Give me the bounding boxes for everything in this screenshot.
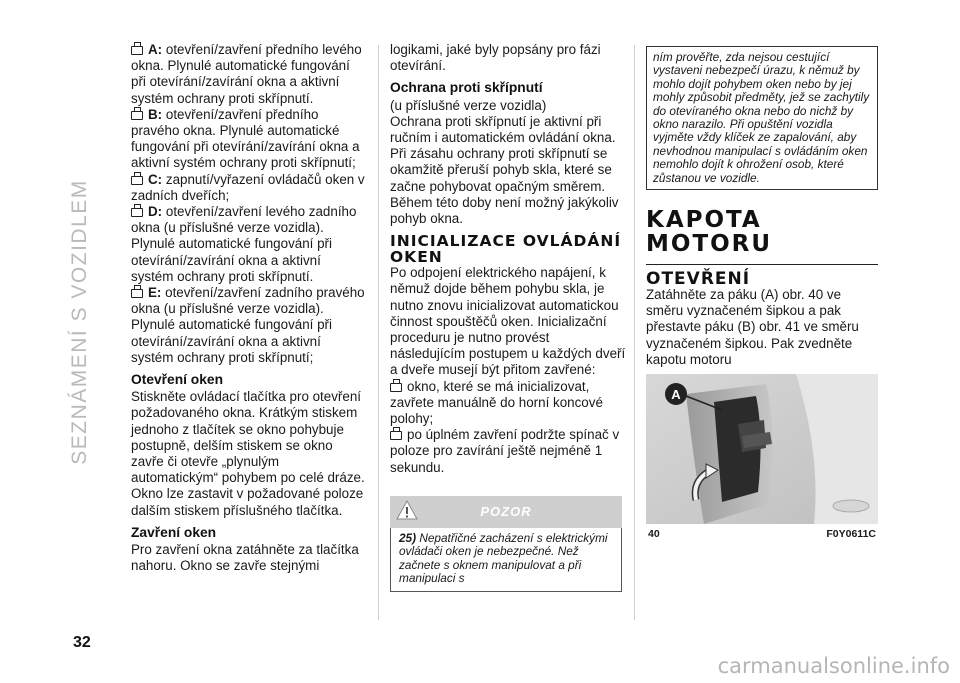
item-label: A: <box>148 42 163 57</box>
column-3 <box>646 46 878 542</box>
item-label: C: <box>148 171 163 187</box>
bullet-icon <box>131 46 143 55</box>
paragraph-window-init: Po odpojení elektrického napájení, k němuž dojde během pohybu skla, je nutno znovu inicializovat automatickou činnost spouštěčů oken. Inicializační proceduru je nutno provést následujícím postupem u každých dveří a dveře musejí být přitom zavřené: <box>390 265 626 378</box>
item-text: otevření/zavření předního levého okna. Plynulé automatické fungování při otevírání/zavírání okna a aktivní systém ochrany proti skřípnutí. <box>131 42 362 106</box>
paragraph-open-windows: Stiskněte ovládací tlačítka pro otevření požadovaného okna. Krátkým stiskem jednoho z tlačítek se okno pohybuje postupně, delším stiskem se okno zavře či otevře „plynulým automatickým“ pohybem po celé dráze. Okno lze zastavit v požadované poloze dalším stiskem příslušného tlačítka. <box>131 389 365 518</box>
paragraph-continuation: logikami, jaké byly popsány pro fázi otevírání. <box>390 42 601 74</box>
item-label: B: <box>148 106 163 122</box>
bullet-icon <box>390 383 402 392</box>
bullet-icon <box>390 431 402 440</box>
figure-number: 40 <box>648 528 660 541</box>
item-label: E: <box>148 285 162 301</box>
item-text: po úplném zavření podržte spínač v poloze pro zavírání ještě nejméně 1 sekundu. <box>390 427 620 475</box>
bullet-icon <box>131 289 143 298</box>
heading-engine-hood: KAPOTA MOTORU <box>646 207 773 258</box>
footer-watermark: carmanualsonline.info <box>717 654 950 678</box>
warning-box <box>390 496 622 592</box>
warning-continuation-box <box>646 46 878 190</box>
list-item <box>390 379 626 428</box>
warning-title: POZOR <box>480 503 532 519</box>
item-text: okno, které se má inicializovat, zavřete manuálně do horní koncové polohy; <box>390 378 603 427</box>
column-1 <box>131 42 365 575</box>
bullet-icon <box>131 176 143 185</box>
heading-window-init: INICIALIZACE OVLÁDÁNÍ OKEN <box>390 232 622 267</box>
heading-open-windows: Otevření oken <box>131 372 224 388</box>
heading-close-windows: Zavření oken <box>131 524 217 540</box>
warning-continuation-text: ním prověřte, zda nejsou cestující vystaveni nebezpečí úrazu, k němuž by mohlo dojít pohybem oken nebo by jej mohly způsobit předměty, jež se zachytily do otevíraného okna nebo do nichž by okno narazilo. Při opuštění vozidla vyjměte vždy klíček ze zapalování, aby nevhodnou manipulací s ovládáním oken nemohlo dojít k ohrožení osob, které zůstanou ve vozidle. <box>653 50 870 185</box>
list-item <box>131 107 365 172</box>
list-item <box>131 285 365 366</box>
column-divider <box>634 45 635 620</box>
warning-body <box>390 528 622 592</box>
warning-number: 25) <box>399 530 417 545</box>
callout-label-a: A <box>671 387 681 403</box>
column-divider <box>378 45 379 620</box>
bullet-icon <box>131 208 143 217</box>
list-item <box>131 172 365 204</box>
item-text: otevření/zavření levého zadního okna (u příslušné verze vozidla). Plynulé automatické fungování při otevírání/zavírání okna a aktivní systém ochrany proti skřípnutí. <box>131 204 357 284</box>
warning-header <box>390 496 622 528</box>
heading-pinch-protection: Ochrana proti skřípnutí <box>390 80 543 96</box>
figure-code: F0Y0611C <box>826 528 876 541</box>
heading-rule <box>646 264 878 265</box>
list-item <box>390 427 626 476</box>
bullet-icon <box>131 111 143 120</box>
figure-caption <box>646 526 878 542</box>
side-section-title: SEZNÁMENÍ S VOZIDLEM <box>68 179 91 465</box>
hood-lever-illustration <box>646 374 878 524</box>
paragraph-version-note: (u příslušné verze vozidla) <box>390 97 547 113</box>
list-item <box>131 204 365 285</box>
heading-opening: OTEVŘENÍ <box>646 269 751 290</box>
paragraph-hood-opening: Zatáhněte za páku (A) obr. 40 ve směru vyznačeném šipkou a pak přestavte páku (B) obr. 41 ve směru vyznačeném šipkou. Pak zvedněte kapotu motoru <box>646 287 859 367</box>
column-2 <box>390 42 626 592</box>
item-text: otevření/zavření zadního pravého okna (u příslušné verze vozidla). Plynulé automatické fungování při otevírání/zavírání okna a aktivní systém ochrany proti skřípnutí; <box>131 285 365 365</box>
paragraph-close-windows: Pro zavření okna zatáhněte za tlačítka nahoru. Okno se zavře stejnými <box>131 542 359 574</box>
item-label: D: <box>148 204 163 220</box>
figure-40 <box>646 374 878 542</box>
list-item <box>131 42 365 107</box>
item-text: zapnutí/vyřazení ovládačů oken v zadních dveřích; <box>131 171 365 203</box>
warning-text: Nepatřičné zacházení s elektrickými ovládači oken je nebezpečné. Než začnete s oknem manipulovat a při manipulaci s <box>399 530 608 586</box>
item-text: otevření/zavření předního pravého okna. Plynulé automatické fungování při otevírání/zavírání okna a aktivní systém ochrany proti skřípnutí; <box>131 106 360 171</box>
paragraph-pinch-protection: Ochrana proti skřípnutí je aktivní při ručním i automatickém ovládání okna. Při zásahu ochrany proti skřípnutí se okamžitě přeruší pohyb skla, které se začne pohybovat opačným směrem. Během této doby není možný jakýkoliv pohyb okna. <box>390 113 619 227</box>
bullet-list <box>131 42 365 366</box>
page-number: 32 <box>73 634 91 651</box>
